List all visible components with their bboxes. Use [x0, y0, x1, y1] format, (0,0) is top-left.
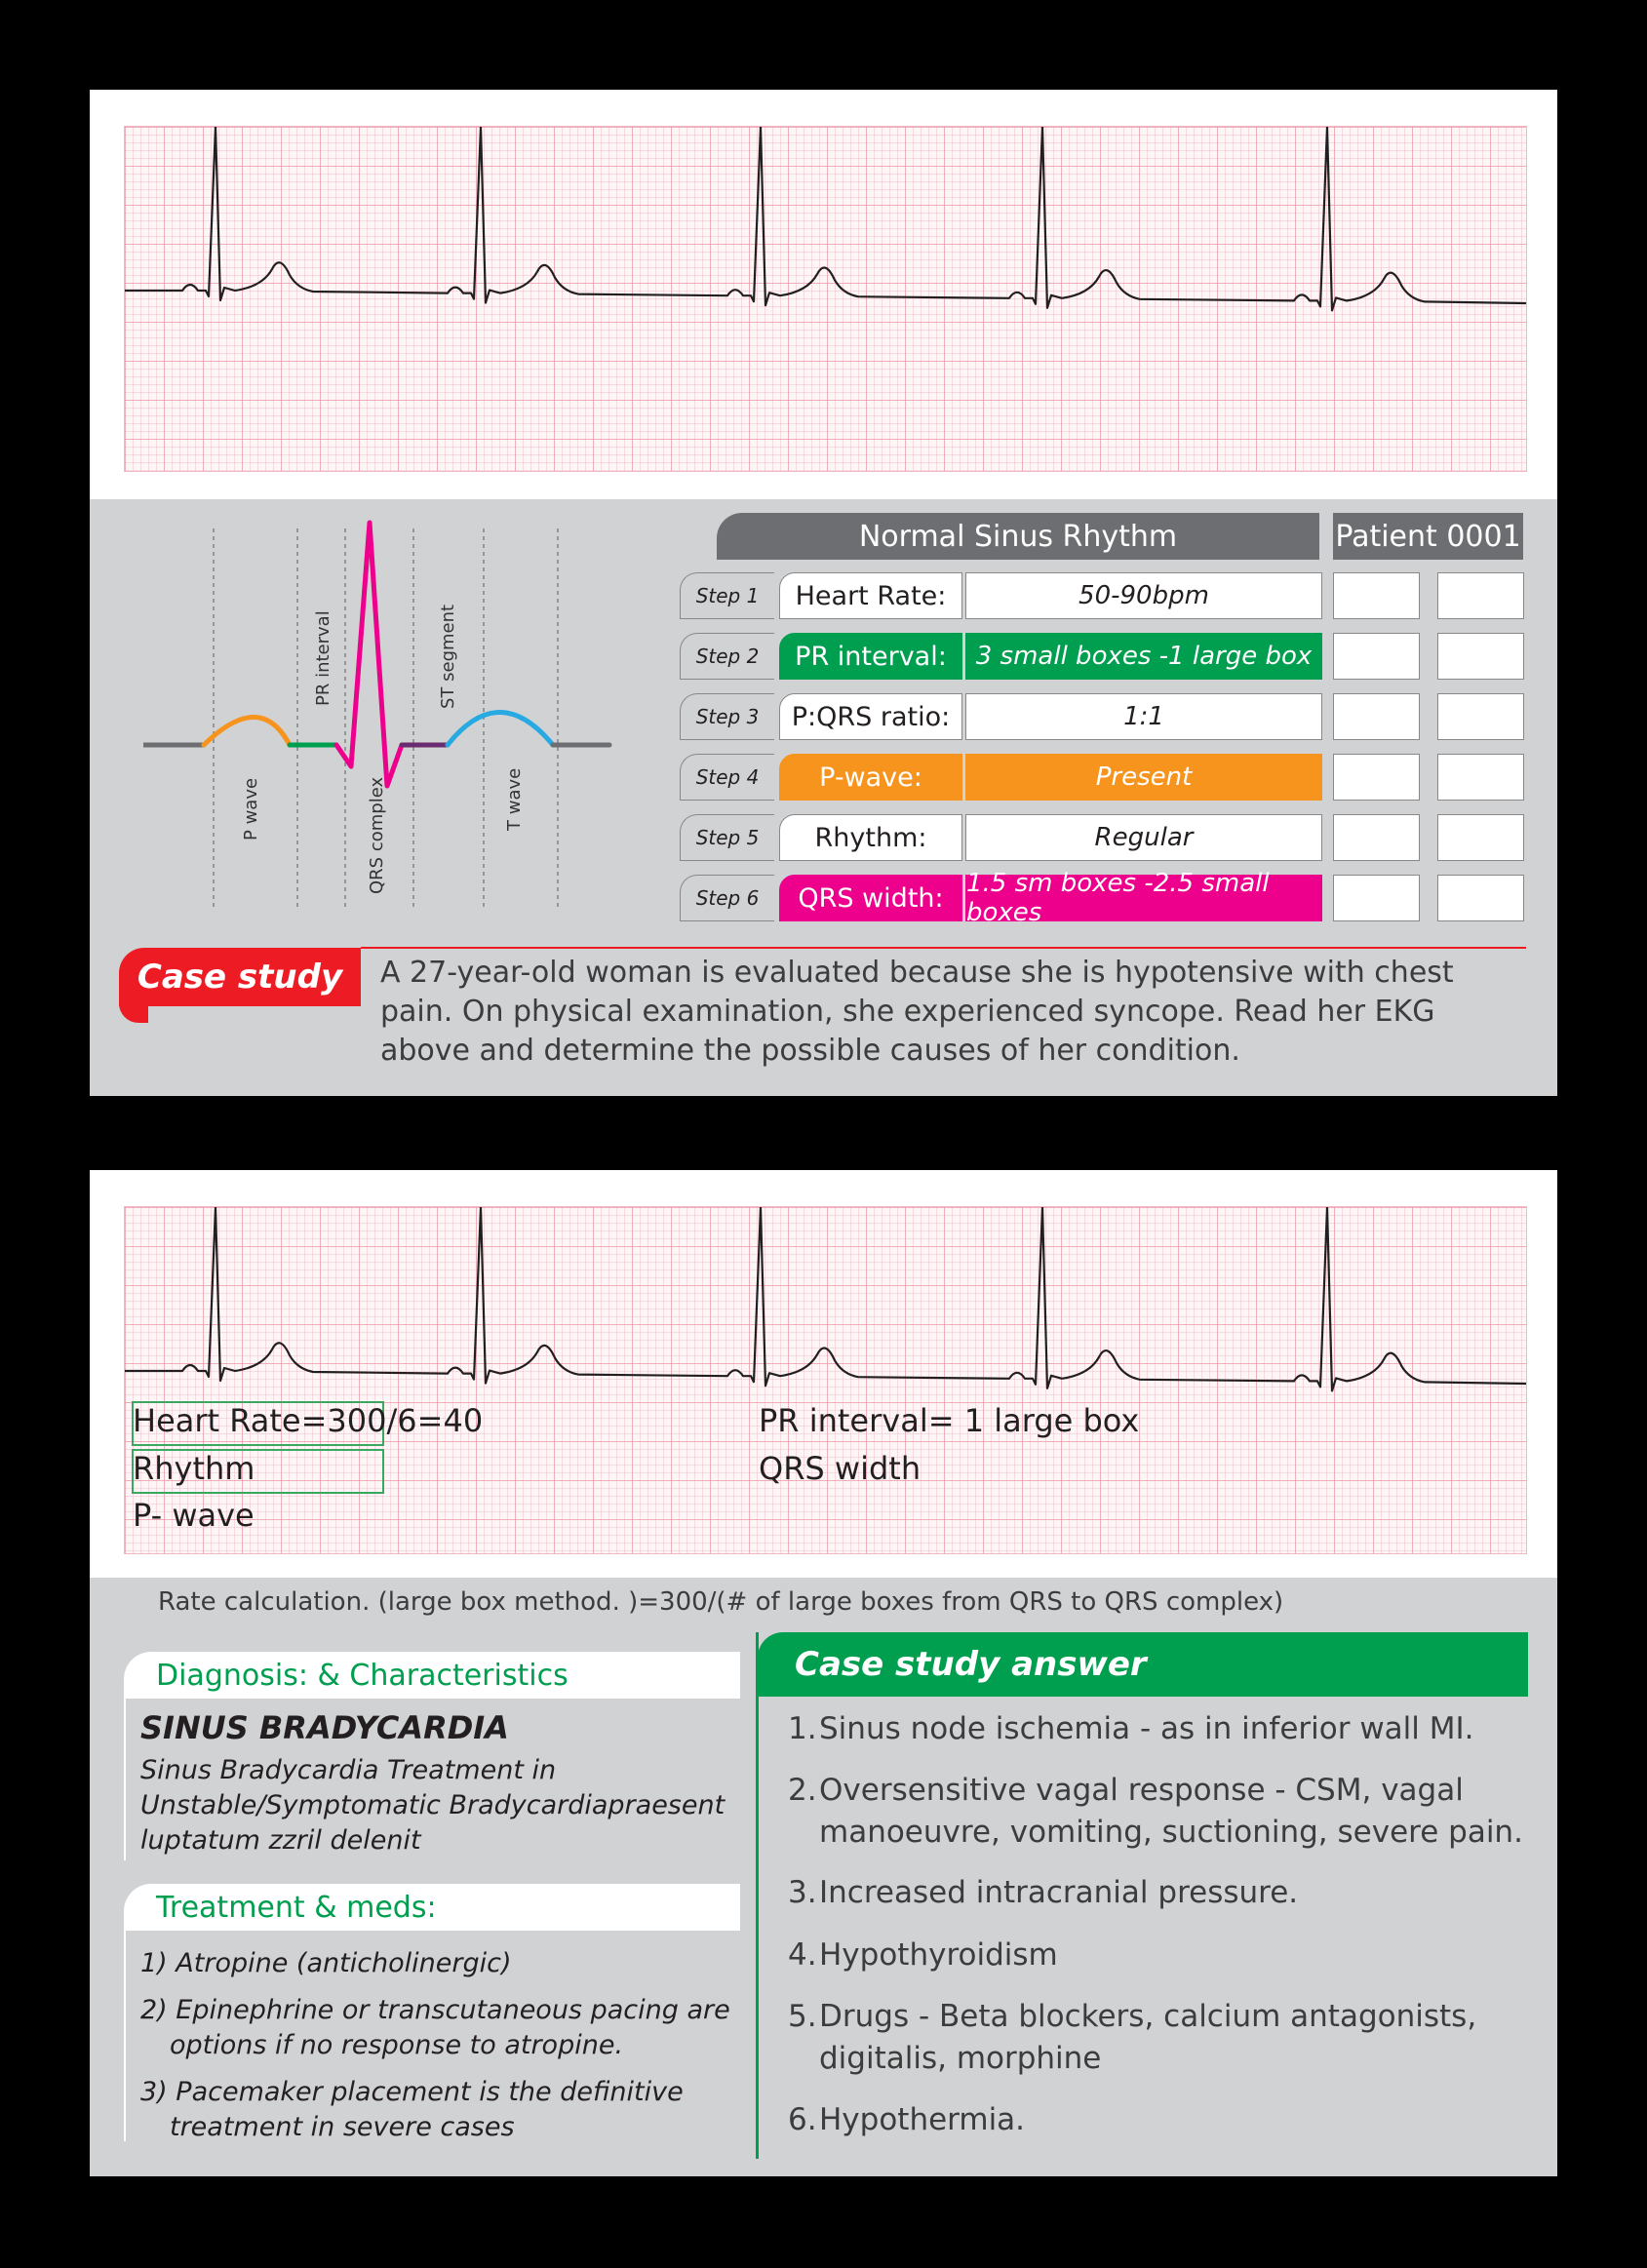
answer-text: Oversensitive vagal response - CSM, vagal manoeuvre, vomiting, suctioning, severe pain.	[819, 1773, 1523, 1850]
answer-text: Sinus node ischemia - as in inferior wall MI.	[819, 1711, 1474, 1746]
param-value: 1.5 sm boxes -2.5 small boxes	[965, 875, 1322, 921]
label-t-wave: T wave	[504, 767, 525, 831]
patient-entry-box[interactable]	[1437, 754, 1524, 801]
rhythm-card	[90, 90, 1557, 1096]
param-label: PR interval:	[779, 633, 962, 680]
step-row-1	[680, 572, 1524, 621]
qrs-width-annotation: QRS width	[759, 1450, 922, 1487]
step-label: Step 6	[680, 875, 774, 921]
ecg-grid	[124, 1206, 1527, 1554]
param-label: QRS width:	[779, 875, 962, 921]
label-p-wave: P wave	[241, 777, 261, 841]
patient-entry-box[interactable]	[1437, 572, 1524, 619]
patient-entry-box[interactable]	[1333, 693, 1420, 740]
treatment-item: 2) Epinephrine or transcutaneous pacing are options if no response to atropine.	[140, 1995, 730, 2060]
step-label: Step 3	[680, 693, 774, 740]
answer-rule	[756, 1632, 759, 2159]
answer-text: Drugs - Beta blockers, calcium antagonists, digitalis, morphine	[819, 1999, 1477, 2076]
answer-number: 4.	[788, 1937, 817, 1973]
answer-heading: Case study answer	[758, 1632, 1528, 1697]
answer-item	[788, 1708, 1529, 1750]
param-label: P-wave:	[779, 754, 962, 801]
qrs-complex-segment	[336, 523, 402, 786]
param-label: Heart Rate:	[779, 572, 962, 619]
heart-rate-annotation: Heart Rate=300/6=40	[133, 1402, 484, 1439]
label-qrs-complex: QRS complex	[367, 776, 387, 894]
answer-item	[788, 1935, 1529, 1976]
answer-card	[90, 1170, 1557, 2176]
label-pr-interval: PR interval	[313, 610, 333, 706]
answer-number: 2.	[788, 1773, 817, 1808]
treatment-rule	[124, 1919, 126, 2141]
t-wave-segment	[448, 713, 553, 746]
param-label: Rhythm:	[779, 814, 962, 861]
diagnosis-heading: Diagnosis: & Characteristics	[124, 1652, 740, 1699]
answer-number: 6.	[788, 2102, 817, 2137]
patient-header: Patient 0001	[1333, 513, 1523, 560]
treatment-item: 1) Atropine (anticholinergic)	[140, 1948, 512, 1978]
rate-calculation-note: Rate calculation. (large box method. )=300/(# of large boxes from QRS to QRS complex)	[158, 1587, 1284, 1617]
param-value: 3 small boxes -1 large box	[965, 633, 1322, 680]
rhythm-title-header: Normal Sinus Rhythm	[717, 513, 1319, 560]
ecg-strip-panel	[90, 90, 1557, 499]
param-value: Present	[965, 754, 1322, 801]
ecg-waveform-diagram	[143, 519, 728, 909]
diagnosis-rule	[124, 1687, 126, 1860]
answer-text: Hypothyroidism	[819, 1937, 1058, 1973]
answer-number: 3.	[788, 1875, 817, 1910]
patient-entry-box[interactable]	[1437, 814, 1524, 861]
ecg-trace	[125, 1207, 1526, 1553]
answer-text: Increased intracranial pressure.	[819, 1875, 1299, 1910]
p-wave-annotation: P- wave	[133, 1497, 255, 1534]
answer-item	[788, 1770, 1529, 1854]
answer-item	[788, 1996, 1529, 2080]
label-st-segment: ST segment	[438, 604, 458, 709]
param-value: Regular	[965, 814, 1322, 861]
case-study-text: A 27-year-old woman is evaluated because she is hypotensive with chest pain. On physical examination, she experienced syncope. Read her EKG above and determine the possible causes of her condition.	[380, 956, 1454, 1068]
pr-interval-annotation: PR interval= 1 large box	[759, 1402, 1140, 1439]
ecg-grid	[124, 126, 1527, 472]
ecg-trace	[125, 127, 1526, 471]
step-row-4	[680, 754, 1524, 802]
param-value: 1:1	[965, 693, 1322, 740]
param-value: 50-90bpm	[965, 572, 1322, 619]
patient-entry-box[interactable]	[1333, 754, 1420, 801]
step-label: Step 1	[680, 572, 774, 619]
answer-number: 1.	[788, 1711, 817, 1746]
step-label: Step 4	[680, 754, 774, 801]
step-row-3	[680, 693, 1524, 742]
ecg-strip-panel	[90, 1170, 1557, 1578]
step-label: Step 2	[680, 633, 774, 680]
patient-entry-box[interactable]	[1437, 693, 1524, 740]
treatment-heading: Treatment & meds:	[124, 1884, 740, 1931]
param-label: P:QRS ratio:	[779, 693, 962, 740]
patient-entry-box[interactable]	[1333, 814, 1420, 861]
step-row-2	[680, 633, 1524, 682]
answer-text: Hypothermia.	[819, 2102, 1026, 2137]
answer-item	[788, 1872, 1529, 1914]
case-divider	[361, 947, 1526, 949]
patient-entry-box[interactable]	[1333, 875, 1420, 921]
diagnosis-title: SINUS BRADYCARDIA	[140, 1709, 509, 1746]
patient-entry-box[interactable]	[1437, 875, 1524, 921]
patient-entry-box[interactable]	[1437, 633, 1524, 680]
case-study-label: Case study	[119, 948, 361, 1006]
treatment-item: 3) Pacemaker placement is the definitive treatment in severe cases	[140, 2077, 684, 2142]
p-wave-segment	[204, 718, 290, 746]
patient-entry-box[interactable]	[1333, 633, 1420, 680]
step-label: Step 5	[680, 814, 774, 861]
answer-item	[788, 2099, 1529, 2141]
step-row-5	[680, 814, 1524, 863]
step-row-6	[680, 869, 1524, 927]
answer-number: 5.	[788, 1999, 817, 2034]
rhythm-annotation: Rhythm	[133, 1450, 255, 1487]
patient-entry-box[interactable]	[1333, 572, 1420, 619]
diagnosis-description: Sinus Bradycardia Treatment in Unstable/Symptomatic Bradycardiapraesent luptatum zzril delenit	[140, 1755, 725, 1856]
